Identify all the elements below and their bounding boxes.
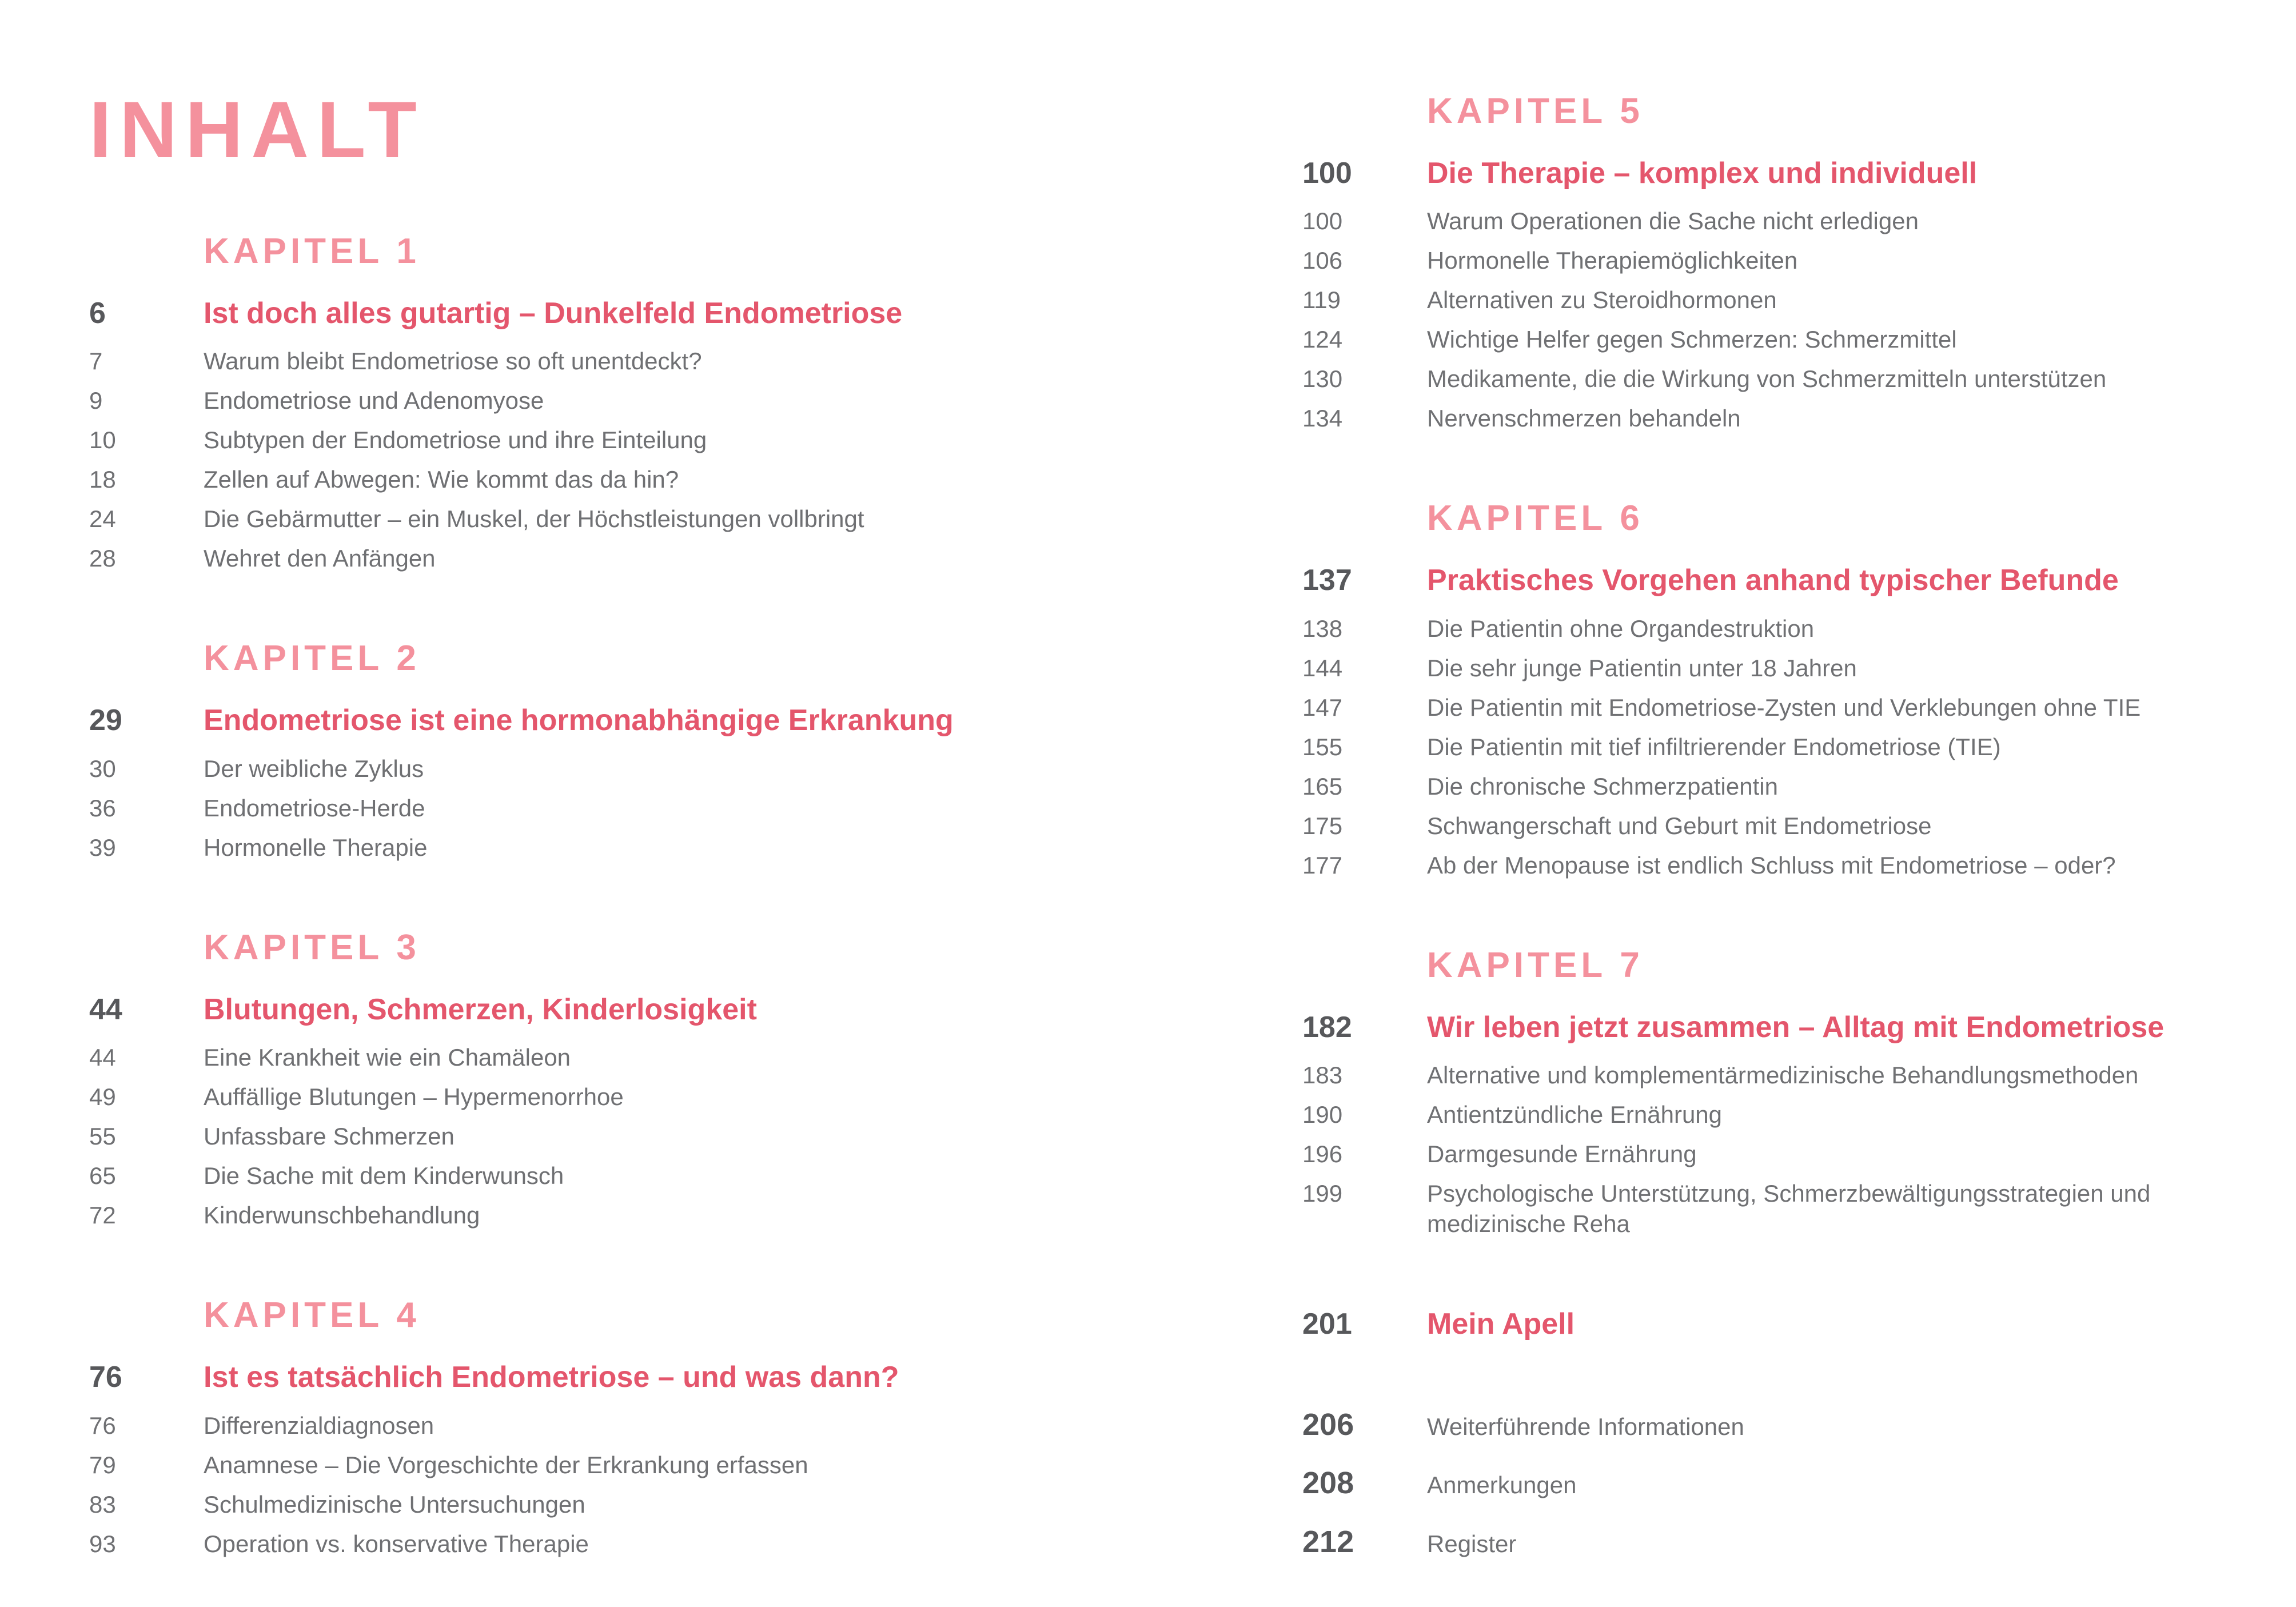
- toc-entry: [1302, 403, 2245, 433]
- entry-title: Ab der Menopause ist endlich Schluss mit Endometriose – oder?: [1427, 851, 2116, 879]
- toc-entry: [89, 793, 1302, 823]
- toc-entry: [1302, 732, 2245, 762]
- entry-page-number: 49: [89, 1083, 116, 1111]
- chapter-title: Endometriose ist eine hormonabhängige Erkrankung: [204, 704, 954, 737]
- toc-section: [1302, 501, 2245, 880]
- chapter-title-row: [89, 1359, 1302, 1395]
- chapter-title-row: [1302, 563, 2245, 598]
- entry-title: Antientzündliche Ernährung: [1427, 1101, 1723, 1129]
- entry-title: Zellen auf Abwegen: Wie kommt das da hin?: [204, 466, 679, 493]
- entry-title: Die Gebärmutter – ein Muskel, der Höchstleistungen vollbringt: [204, 505, 864, 533]
- toc-section: [89, 1295, 1302, 1558]
- entry-title: Alternativen zu Steroidhormonen: [1427, 286, 1777, 314]
- chapter-title: Praktisches Vorgehen anhand typischer Befunde: [1427, 564, 2119, 597]
- toc-entry: [89, 753, 1302, 784]
- entry-page-number: 124: [1302, 326, 1343, 353]
- left-toc-sections: [89, 234, 1302, 1559]
- toc-entry: [89, 1121, 1302, 1151]
- chapter-title-row: [89, 703, 1302, 738]
- toc-entry: [89, 1450, 1302, 1480]
- entry-page-number: 44: [89, 1044, 116, 1071]
- right-toc-sections: [1302, 91, 2245, 1239]
- entry-page-number: 190: [1302, 1101, 1343, 1129]
- entry-page-number: 155: [1302, 733, 1343, 760]
- entry-page-number: 24: [89, 505, 116, 533]
- chapter-title-row: [1302, 1010, 2245, 1045]
- chapter-title-row: [89, 296, 1302, 331]
- backmatter-page-number: 212: [1302, 1525, 1354, 1560]
- entry-title: Schwangerschaft und Geburt mit Endometriose: [1427, 812, 1932, 839]
- toc-entry: [89, 1529, 1302, 1559]
- chapter-page-number: 6: [89, 297, 106, 330]
- toc-entry: [1302, 245, 2245, 276]
- backmatter-title: Register: [1427, 1530, 1517, 1558]
- entry-title: Hormonelle Therapiemöglichkeiten: [1427, 247, 1798, 274]
- kapitel-heading: KAPITEL 4: [204, 1295, 420, 1335]
- chapter-page-number: 182: [1302, 1010, 1352, 1044]
- chapter-page-number: 44: [89, 992, 122, 1026]
- entry-page-number: 55: [89, 1123, 116, 1150]
- toc-entry: [89, 1489, 1302, 1520]
- chapter-title-row: [1302, 155, 2245, 191]
- entry-page-number: 144: [1302, 654, 1343, 681]
- backmatter-row: [1302, 1465, 2245, 1502]
- toc-section: [1302, 945, 2245, 1239]
- toc-entry: [1302, 285, 2245, 315]
- entry-page-number: 100: [1302, 208, 1343, 235]
- backmatter-row: [1302, 1406, 2245, 1443]
- entry-title: Warum bleibt Endometriose so oft unentdeckt?: [204, 348, 702, 375]
- entry-title: Eine Krankheit wie ein Chamäleon: [204, 1044, 571, 1071]
- toc-entry: [1302, 1099, 2245, 1130]
- entry-page-number: 18: [89, 466, 116, 493]
- kapitel-heading: KAPITEL 5: [1427, 91, 1644, 131]
- toc-entry: [89, 832, 1302, 863]
- entry-page-number: 119: [1302, 286, 1341, 314]
- entry-page-number: 196: [1302, 1141, 1343, 1168]
- toc-entry: [1302, 811, 2245, 841]
- toc-entry: [89, 1082, 1302, 1112]
- entry-title: Die chronische Schmerzpatientin: [1427, 772, 1778, 800]
- chapter-title-row: [89, 992, 1302, 1027]
- entry-page-number: 76: [89, 1411, 116, 1439]
- entry-title: Die Patientin mit tief infiltrierender Endometriose (TIE): [1427, 733, 2001, 760]
- entry-page-number: 72: [89, 1202, 116, 1229]
- chapter-title: Wir leben jetzt zusammen – Alltag mit Endometriose: [1427, 1010, 2165, 1044]
- toc-entry: [89, 1042, 1302, 1072]
- toc-entry: [89, 464, 1302, 495]
- toc-entry: [89, 504, 1302, 534]
- toc-entry: [1302, 850, 2245, 880]
- entry-title: Die Sache mit dem Kinderwunsch: [204, 1162, 564, 1190]
- entry-title: Endometriose-Herde: [204, 794, 425, 822]
- toc-entry: [89, 1410, 1302, 1441]
- entry-title: Warum Operationen die Sache nicht erledigen: [1427, 208, 1919, 235]
- entry-title: Kinderwunschbehandlung: [204, 1202, 480, 1229]
- entry-title: Psychologische Unterstützung, Schmerzbewältigungsstrategien und medizinische Reha: [1427, 1180, 2151, 1238]
- page-title: INHALT: [89, 85, 425, 174]
- entry-title: Die Patientin mit Endometriose-Zysten und Verklebungen ohne TIE: [1427, 693, 2141, 721]
- entry-page-number: 177: [1302, 851, 1343, 879]
- toc-entry: [1302, 324, 2245, 354]
- entry-page-number: 165: [1302, 772, 1343, 800]
- kapitel-heading: KAPITEL 3: [204, 927, 420, 967]
- entry-page-number: 83: [89, 1490, 116, 1518]
- entry-title: Auffällige Blutungen – Hypermenorrhoe: [204, 1083, 624, 1111]
- entry-title: Differenzialdiagnosen: [204, 1411, 435, 1439]
- chapter-page-number: 201: [1302, 1307, 1352, 1341]
- backmatter-page-number: 206: [1302, 1407, 1354, 1442]
- backmatter: [1302, 1406, 2245, 1561]
- entry-page-number: 10: [89, 426, 116, 454]
- chapter-page-number: 29: [89, 704, 122, 737]
- toc-section: [89, 641, 1302, 862]
- toc-entry: [1302, 1178, 2245, 1239]
- chapter-title: Die Therapie – komplex und individuell: [1427, 157, 1978, 190]
- toc-entry: [1302, 692, 2245, 723]
- chapter-title: Ist es tatsächlich Endometriose – und was dann?: [204, 1361, 899, 1394]
- entry-title: Medikamente, die die Wirkung von Schmerzmitteln unterstützen: [1427, 365, 2107, 393]
- kapitel-heading: KAPITEL 6: [1427, 499, 1644, 539]
- entry-page-number: 130: [1302, 365, 1343, 393]
- toc-entry: [1302, 771, 2245, 801]
- entry-page-number: 7: [89, 348, 103, 375]
- entry-title: Die Patientin ohne Organdestruktion: [1427, 615, 1815, 642]
- entry-title: Die sehr junge Patientin unter 18 Jahren: [1427, 654, 1857, 681]
- toc-entry: [89, 1200, 1302, 1230]
- kapitel-heading: KAPITEL 2: [204, 639, 420, 679]
- entry-page-number: 36: [89, 794, 116, 822]
- backmatter-title: Weiterführende Informationen: [1427, 1413, 1744, 1440]
- entry-title: Unfassbare Schmerzen: [204, 1123, 455, 1150]
- toc-entry: [89, 425, 1302, 455]
- entry-page-number: 175: [1302, 812, 1343, 839]
- kapitel-heading: KAPITEL 1: [204, 232, 420, 271]
- kapitel-heading: KAPITEL 7: [1427, 945, 1644, 985]
- entry-page-number: 199: [1302, 1180, 1343, 1207]
- mein-apell-row: [1302, 1306, 2245, 1342]
- toc-entry: [89, 385, 1302, 416]
- right-column: [1302, 86, 2245, 1607]
- entry-title: Wichtige Helfer gegen Schmerzen: Schmerzmittel: [1427, 326, 1957, 353]
- entry-page-number: 106: [1302, 247, 1343, 274]
- entry-title: Subtypen der Endometriose und ihre Einteilung: [204, 426, 707, 454]
- toc-entry: [1302, 653, 2245, 683]
- entry-page-number: 138: [1302, 615, 1343, 642]
- entry-page-number: 79: [89, 1451, 116, 1478]
- entry-title: Alternative und komplementärmedizinische Behandlungsmethoden: [1427, 1062, 2139, 1089]
- toc-entry: [1302, 206, 2245, 236]
- toc-entry: [1302, 613, 2245, 644]
- entry-title: Nervenschmerzen behandeln: [1427, 405, 1741, 432]
- toc-section: [1302, 91, 2245, 433]
- toc-entry: [1302, 364, 2245, 394]
- toc-entry: [89, 543, 1302, 573]
- entry-page-number: 93: [89, 1530, 116, 1557]
- entry-title: Der weibliche Zyklus: [204, 755, 424, 782]
- entry-title: Hormonelle Therapie: [204, 834, 428, 861]
- chapter-page-number: 137: [1302, 564, 1352, 597]
- entry-page-number: 28: [89, 545, 116, 572]
- chapter-title: Blutungen, Schmerzen, Kinderlosigkeit: [204, 992, 757, 1026]
- backmatter-title: Anmerkungen: [1427, 1472, 1577, 1499]
- left-column: [89, 86, 1302, 1607]
- toc-entry: [1302, 1139, 2245, 1169]
- entry-page-number: 147: [1302, 693, 1343, 721]
- entry-page-number: 39: [89, 834, 116, 861]
- entry-title: Endometriose und Adenomyose: [204, 387, 544, 414]
- entry-title: Operation vs. konservative Therapie: [204, 1530, 589, 1557]
- entry-title: Wehret den Anfängen: [204, 545, 436, 572]
- entry-page-number: 9: [89, 387, 103, 414]
- toc-section: [89, 927, 1302, 1230]
- toc-entry: [89, 346, 1302, 376]
- backmatter-row: [1302, 1524, 2245, 1561]
- toc-entry: [89, 1161, 1302, 1191]
- chapter-title: Mein Apell: [1427, 1307, 1575, 1341]
- entry-page-number: 30: [89, 755, 116, 782]
- chapter-page-number: 100: [1302, 157, 1352, 190]
- chapter-title: Ist doch alles gutartig – Dunkelfeld Endometriose: [204, 297, 903, 330]
- entry-page-number: 183: [1302, 1062, 1343, 1089]
- entry-title: Darmgesunde Ernährung: [1427, 1141, 1697, 1168]
- entry-title: Anamnese – Die Vorgeschichte der Erkrankung erfassen: [204, 1451, 808, 1478]
- chapter-page-number: 76: [89, 1361, 122, 1394]
- toc-section: [89, 234, 1302, 573]
- entry-page-number: 65: [89, 1162, 116, 1190]
- entry-page-number: 134: [1302, 405, 1343, 432]
- entry-title: Schulmedizinische Untersuchungen: [204, 1490, 585, 1518]
- toc-entry: [1302, 1060, 2245, 1090]
- backmatter-page-number: 208: [1302, 1466, 1354, 1501]
